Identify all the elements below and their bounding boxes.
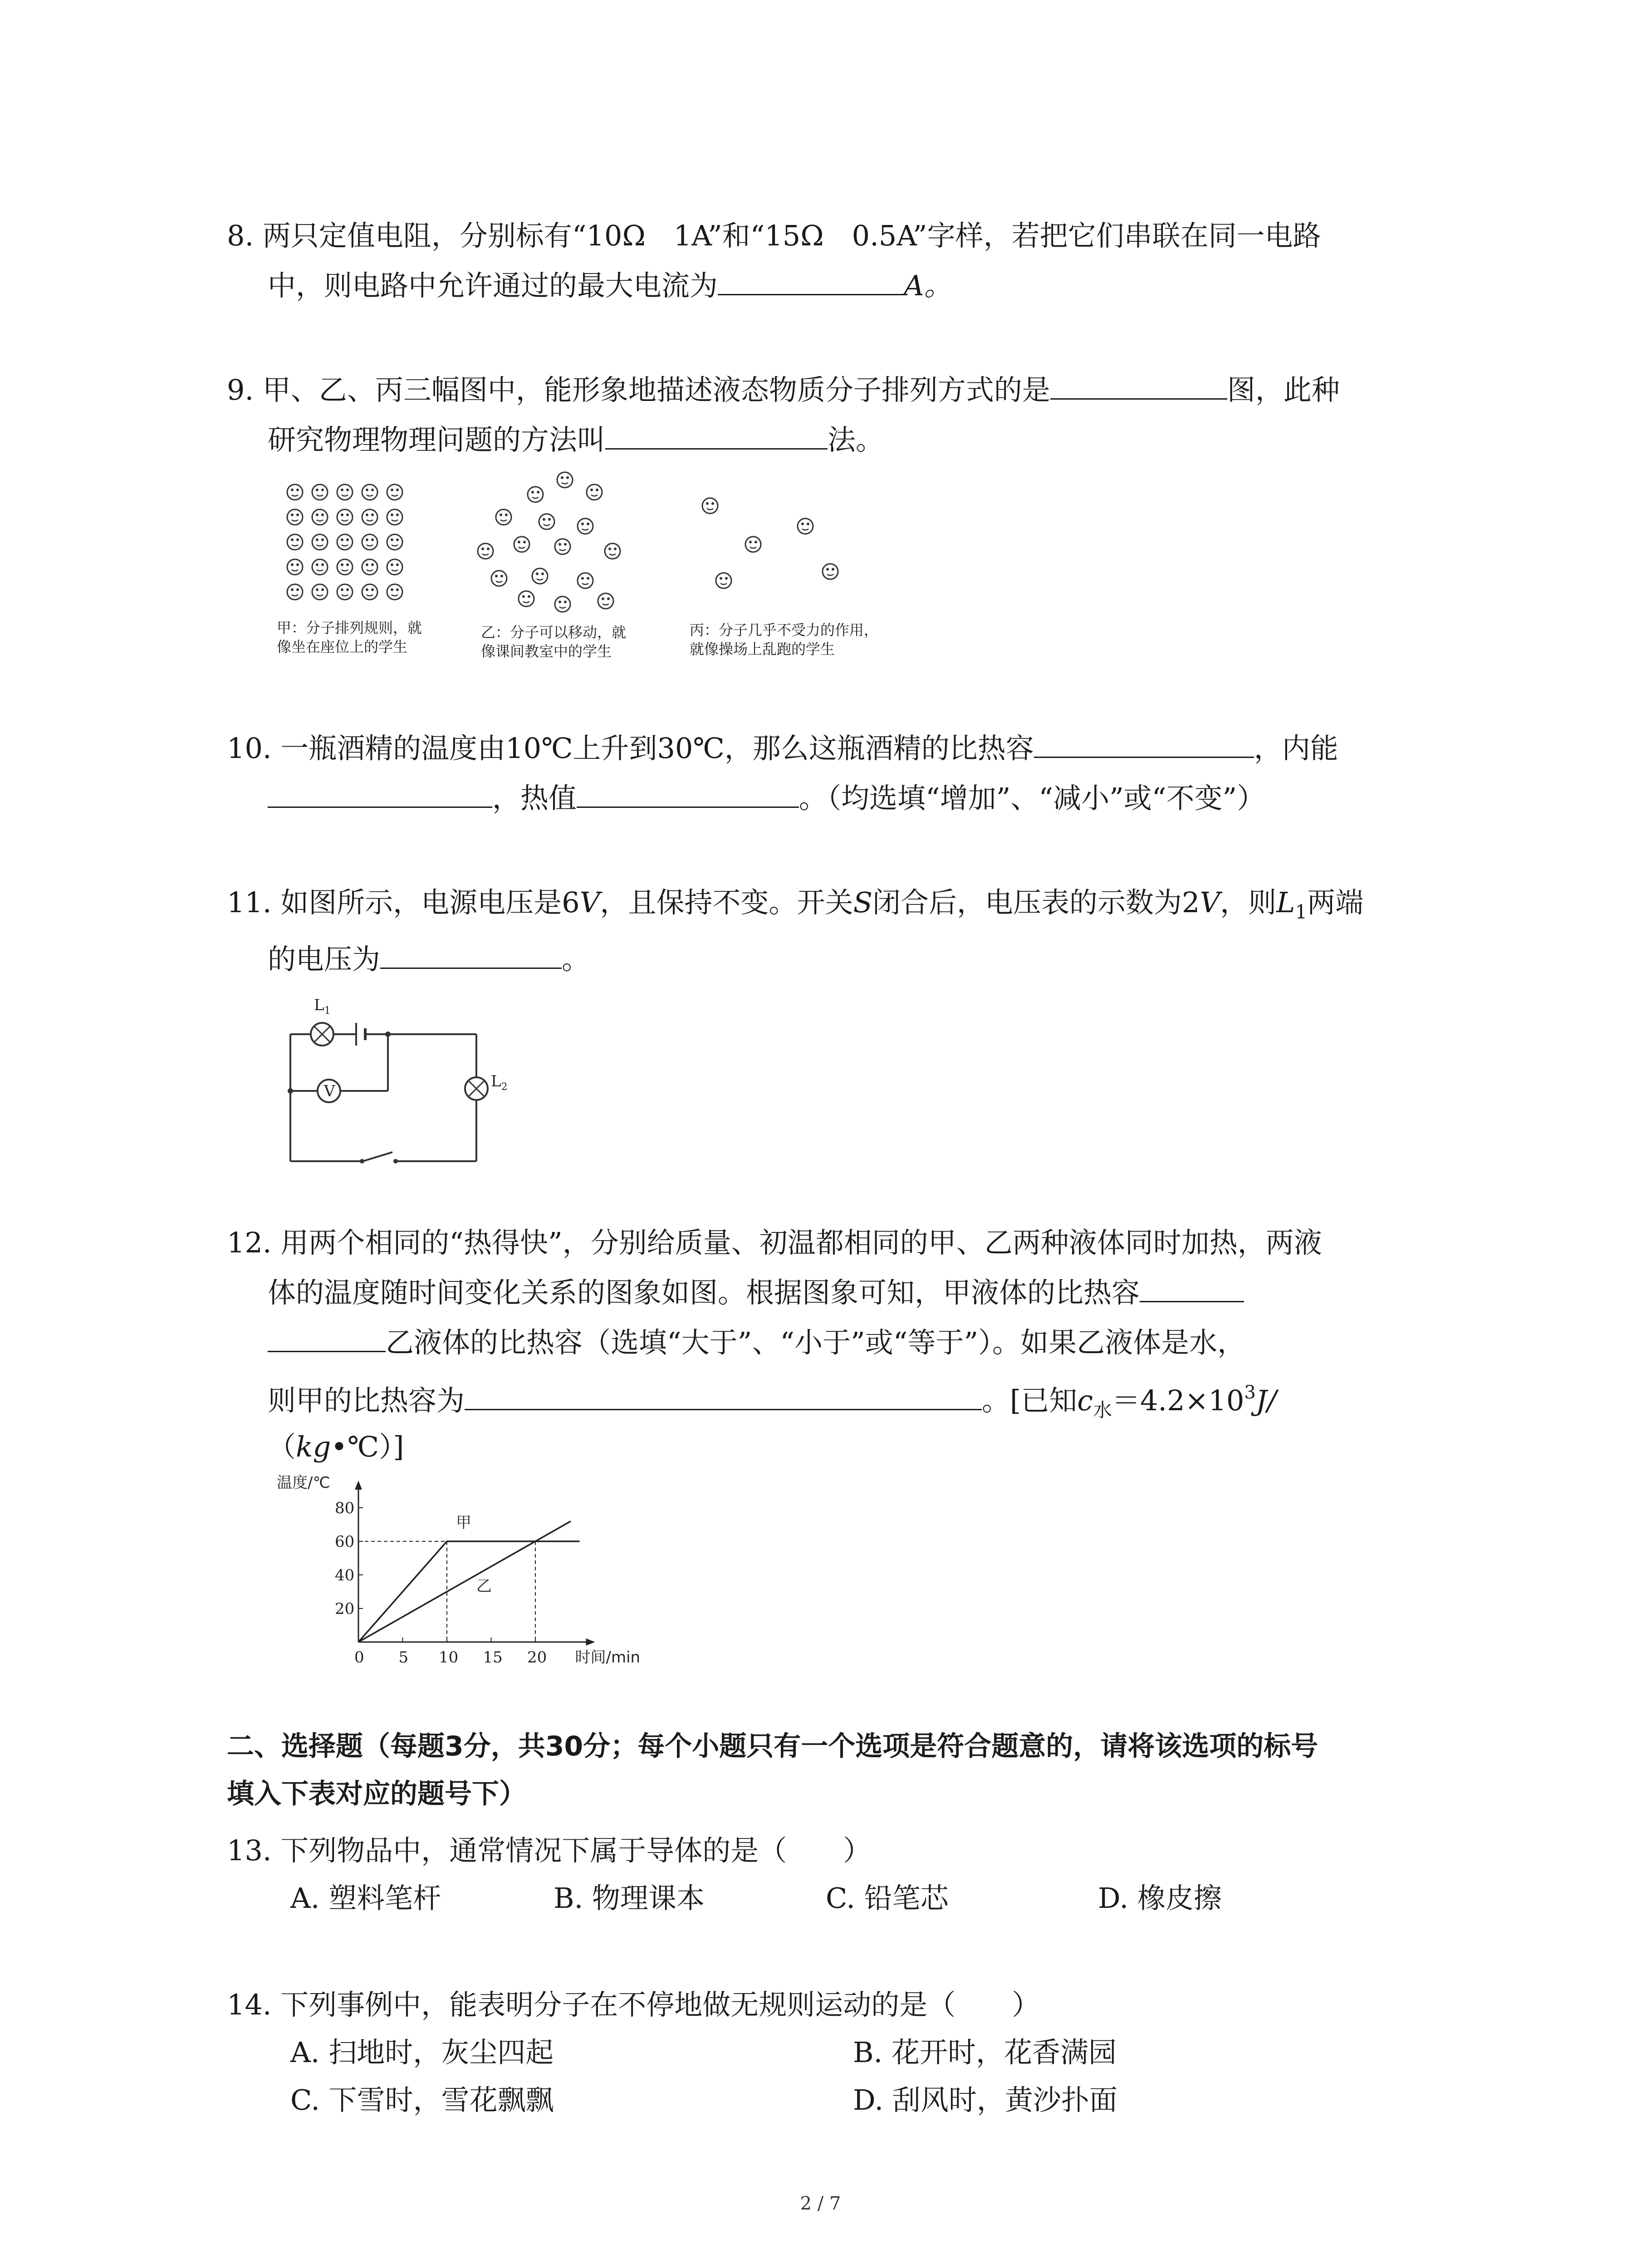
q12-blank-2[interactable]	[465, 1383, 982, 1410]
q9-line1: 9. 甲、乙、丙三幅图中，能形象地描述液态物质分子排列方式的是 图，此种	[227, 372, 1340, 408]
lamp-L1-icon	[311, 1023, 333, 1046]
caption-jia-line1: 甲：分子排列规则，就	[277, 619, 422, 636]
q13-stem: 13. 下列物品中，通常情况下属于导体的是（ ）	[227, 1834, 872, 1867]
label-L1: $L_1$	[314, 996, 331, 1017]
q12-blank-1b[interactable]	[268, 1325, 386, 1352]
q11-line1: 11. 如图所示，电源电压是6V，且保持不变。开关S闭合后，电压表的示数为2V，则$L_1$两端	[227, 886, 1364, 923]
q8-blank[interactable]	[718, 268, 904, 295]
section2-title-line1: 二、选择题（每题3分，共30分；每个小题只有一个选项是符合题意的，请将该选项的标号	[227, 1730, 1318, 1762]
q8-line1: 8. 两只定值电阻，分别标有“10Ω 1A”和“15Ω 0.5A”字样，若把它们串联在同一电路	[227, 219, 1321, 252]
molecule-arrangement-figure	[268, 472, 930, 671]
x-tick-label: 10	[439, 1648, 459, 1667]
q10-line1: 10. 一瓶酒精的温度由10℃上升到30℃，那么这瓶酒精的比热容 ，内能	[227, 730, 1338, 767]
q14-option-b[interactable]: B. 花开时，花香满园	[853, 2036, 1117, 2069]
q8-line2: 中，则电路中允许通过的最大电流为 A。	[268, 268, 952, 304]
q12-line1: 12. 用两个相同的“热得快”，分别给质量、初温都相同的甲、乙两种液体同时加热，两液	[227, 1226, 1322, 1259]
y-tick-label: 60	[335, 1533, 355, 1551]
series-line-jia	[358, 1541, 580, 1642]
series-line-yi	[358, 1521, 571, 1642]
q10-blank-2[interactable]	[268, 780, 492, 808]
x-tick-label: 0	[354, 1648, 364, 1667]
q10-blank-3[interactable]	[577, 780, 799, 808]
svg-text:V: V	[324, 1082, 335, 1100]
caption-jia-line2: 像坐在座位上的学生	[277, 638, 408, 655]
q13-option-b[interactable]: B. 物理课本	[554, 1882, 705, 1915]
circuit-diagram	[272, 987, 526, 1168]
y-tick-label: 80	[335, 1499, 355, 1517]
q9-blank-2[interactable]	[605, 422, 828, 450]
liquid-molecules	[478, 472, 620, 612]
q9-line2: 研究物理物理问题的方法叫 法。	[268, 422, 884, 458]
q11-line2: 的电压为 。	[268, 941, 590, 978]
q11-blank[interactable]	[380, 941, 562, 969]
series-label-yi: 乙	[476, 1577, 492, 1595]
y-axis-label: 温度/℃	[277, 1474, 330, 1492]
section2-title-line2: 填入下表对应的题号下）	[227, 1778, 526, 1810]
q12-line2: 体的温度随时间变化关系的图象如图。根据图象可知，甲液体的比热容	[268, 1275, 1244, 1311]
page-number: 2 / 7	[800, 2193, 841, 2214]
voltmeter-icon	[318, 1080, 340, 1102]
y-axis-arrow	[355, 1481, 362, 1490]
q12-line4: 则甲的比热容为 。[已知$c_水=4.2\times 10^3J/$	[268, 1382, 1277, 1421]
q12-blank-1a[interactable]	[1140, 1275, 1244, 1302]
q14-stem: 14. 下列事例中，能表明分子在不停地做无规则运动的是（ ）	[227, 1988, 1040, 2021]
q13-option-c[interactable]: C. 铅笔芯	[826, 1882, 949, 1915]
caption-bing-line2: 就像操场上乱跑的学生	[690, 640, 835, 658]
q12-line5: （kg•℃）]	[268, 1430, 404, 1463]
temperature-time-chart	[277, 1474, 641, 1692]
y-tick-label: 40	[335, 1566, 355, 1584]
series-label-jia: 甲	[456, 1514, 471, 1532]
caption-yi-line1: 乙：分子可以移动，就	[481, 624, 627, 641]
caption-bing-line1: 丙：分子几乎不受力的作用，	[690, 621, 879, 639]
q10-blank-1[interactable]	[1034, 730, 1254, 758]
x-axis-label: 时间/min	[575, 1648, 641, 1667]
lamp-L2-icon	[465, 1077, 488, 1100]
label-L2: $L_2$	[491, 1072, 508, 1093]
solid-molecules-grid	[287, 484, 402, 600]
q13-option-d[interactable]: D. 橡皮擦	[1098, 1882, 1222, 1915]
gas-molecules	[702, 498, 838, 588]
q12-line3: 乙液体的比热容（选填“大于”、“小于”或“等于”）。如果乙液体是水，	[268, 1325, 1245, 1361]
q14-option-c[interactable]: C. 下雪时，雪花飘飘	[290, 2083, 554, 2116]
x-axis-arrow	[586, 1638, 595, 1646]
x-tick-label: 15	[483, 1648, 503, 1667]
q10-line2: ，热值 。（均选填“增加”、“减小”或“不变”）	[268, 780, 1265, 816]
q14-option-a[interactable]: A. 扫地时，灰尘四起	[290, 2036, 554, 2069]
caption-yi-line2: 像课间教室中的学生	[481, 643, 612, 660]
x-tick-label: 5	[398, 1648, 409, 1667]
q9-blank-1[interactable]	[1050, 372, 1227, 400]
q14-option-d[interactable]: D. 刮风时，黄沙扑面	[853, 2083, 1117, 2116]
x-tick-label: 20	[527, 1648, 547, 1667]
q13-option-a[interactable]: A. 塑料笔杆	[290, 1882, 441, 1915]
y-tick-label: 20	[335, 1600, 355, 1618]
